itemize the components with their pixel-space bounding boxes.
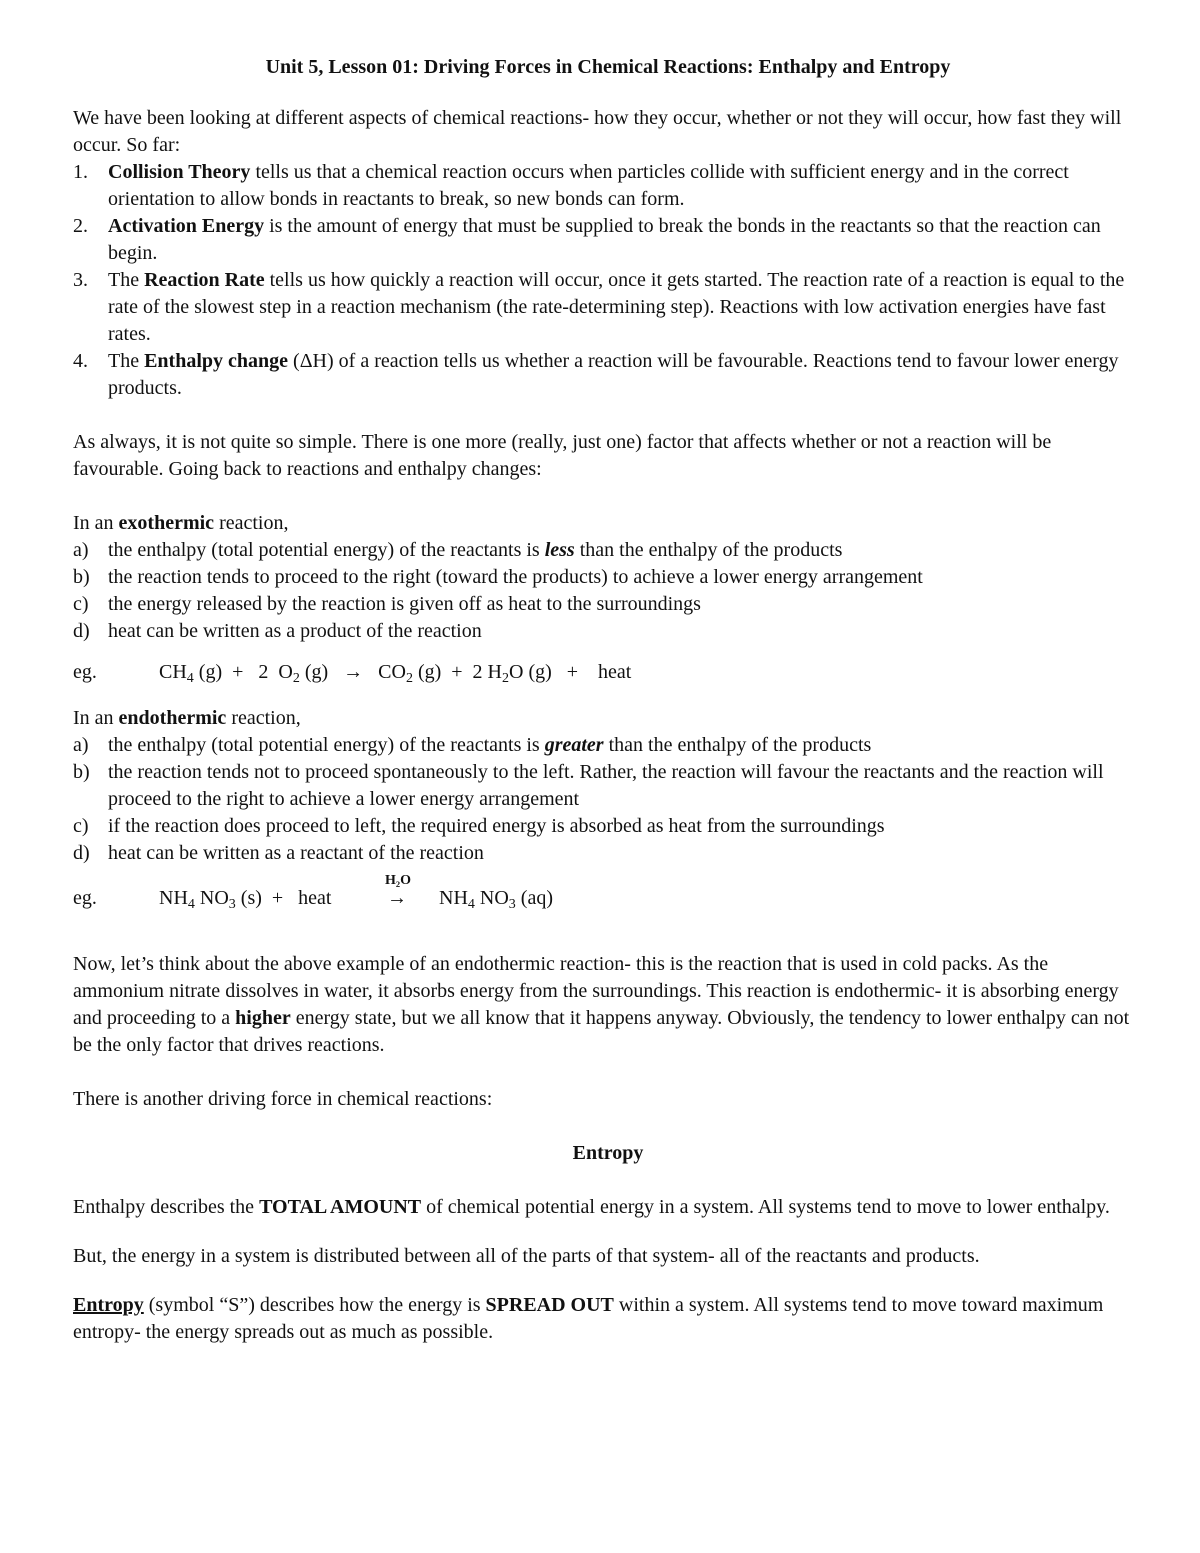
endothermic-heading: In an endothermic reaction, xyxy=(73,707,301,729)
list-text: tells us how quickly a reaction will occur, once it gets started. The reaction rate of a reaction is equal to the rate of the slowest step in a reaction mechanism (the rate-determining step). Reactions with low activation energies have fast rates. xyxy=(108,269,1125,345)
concept-list xyxy=(73,159,1143,402)
list-item: d) heat can be written as a reactant of the reaction xyxy=(73,842,484,864)
list-item xyxy=(73,159,1143,213)
list-item xyxy=(73,267,1143,348)
list-text: is the amount of energy that must be supplied to break the bonds in the reactants so that the reaction can begin. xyxy=(108,215,1101,264)
list-text: The xyxy=(108,350,145,372)
term-bold: Activation Energy xyxy=(108,215,265,237)
distribution-paragraph: But, the energy in a system is distributed between all of the parts of that system- all of the reactants and products. xyxy=(73,1245,980,1267)
list-item xyxy=(73,348,1143,402)
term-bold: Collision Theory xyxy=(108,161,251,183)
entropy-heading: Entropy xyxy=(572,1142,644,1164)
list-number: 1. xyxy=(73,161,88,183)
exothermic-heading: In an exothermic reaction, xyxy=(73,512,289,534)
list-number: 3. xyxy=(73,269,88,291)
another-force-paragraph: There is another driving force in chemical reactions: xyxy=(73,1088,493,1110)
endothermic-list xyxy=(73,732,1143,867)
cold-pack-paragraph: Now, let’s think about the above example of an endothermic reaction- this is the reaction that is used in cold packs. As the ammonium nitrate dissolves in water, it absorbs energy from the surroundings. This reaction is endothermic- it is absorbing energy and proceeding to a higher energy state, but we all know that it happens anyway. Obviously, the tendency to lower enthalpy can not be the only factor that drives reactions. xyxy=(73,953,1130,1056)
list-item xyxy=(73,213,1143,267)
exothermic-list xyxy=(73,537,1143,645)
term-bold: Reaction Rate xyxy=(144,269,265,291)
list-item: c) the energy released by the reaction is given off as heat to the surroundings xyxy=(73,593,701,615)
list-item: a) the enthalpy (total potential energy) of the reactants is greater than the enthalpy of the products xyxy=(73,734,872,756)
page-title: Unit 5, Lesson 01: Driving Forces in Chemical Reactions: Enthalpy and Entropy xyxy=(265,56,951,78)
exothermic-equation: eg. $CH_4$ (g) + 2 $O_2$ $(g) \to CO_2$ (g) + 2 $H_2O$ (g) + heat xyxy=(73,661,632,686)
list-number: 2. xyxy=(73,215,88,237)
list-number: 4. xyxy=(73,350,88,372)
enthalpy-paragraph: Enthalpy describes the TOTAL AMOUNT of chemical potential energy in a system. All systems tend to move to lower enthalpy. xyxy=(73,1196,1110,1218)
list-item: a) the enthalpy (total potential energy) of the reactants is less than the enthalpy of the products xyxy=(73,539,843,561)
endothermic-equation: H₂O eg. $NH_4$ $NO_3$ (s) + heat → $NH_4$ $NO_3$ (aq) xyxy=(73,873,553,912)
list-text: tells us that a chemical reaction occurs when particles collide with sufficient energy and in the correct orientation to allow bonds in reactants to break, so new bonds can form. xyxy=(108,161,1069,210)
document-page xyxy=(73,54,1143,1346)
intro-paragraph: We have been looking at different aspects of chemical reactions- how they occur, whether or not they will occur, how fast they will occur. So far: xyxy=(73,107,1122,156)
term-bold: Enthalpy change xyxy=(144,350,289,372)
entropy-paragraph: Entropy (symbol “S”) describes how the energy is SPREAD OUT within a system. All systems tend to move toward maximum entropy- the energy spreads out as much as possible. xyxy=(73,1294,1104,1343)
list-item: d) heat can be written as a product of the reaction xyxy=(73,620,482,642)
always-paragraph: As always, it is not quite so simple. There is one more (really, just one) factor that affects whether or not a reaction will be favourable. Going back to reactions and enthalpy changes: xyxy=(73,431,1052,480)
list-item: c) if the reaction does proceed to left, the required energy is absorbed as heat from the surroundings xyxy=(73,815,885,837)
list-item: b) the reaction tends not to proceed spontaneously to the left. Rather, the reaction will favour the reactants and the reaction will proceed to the right to achieve a lower energy arrangement xyxy=(73,761,1104,810)
list-item: b) the reaction tends to proceed to the right (toward the products) to achieve a lower energy arrangement xyxy=(73,566,923,588)
list-text: The xyxy=(108,269,145,291)
list-text: (ΔH) of a reaction tells us whether a reaction will be favourable. Reactions tend to favour lower energy products. xyxy=(108,350,1119,399)
